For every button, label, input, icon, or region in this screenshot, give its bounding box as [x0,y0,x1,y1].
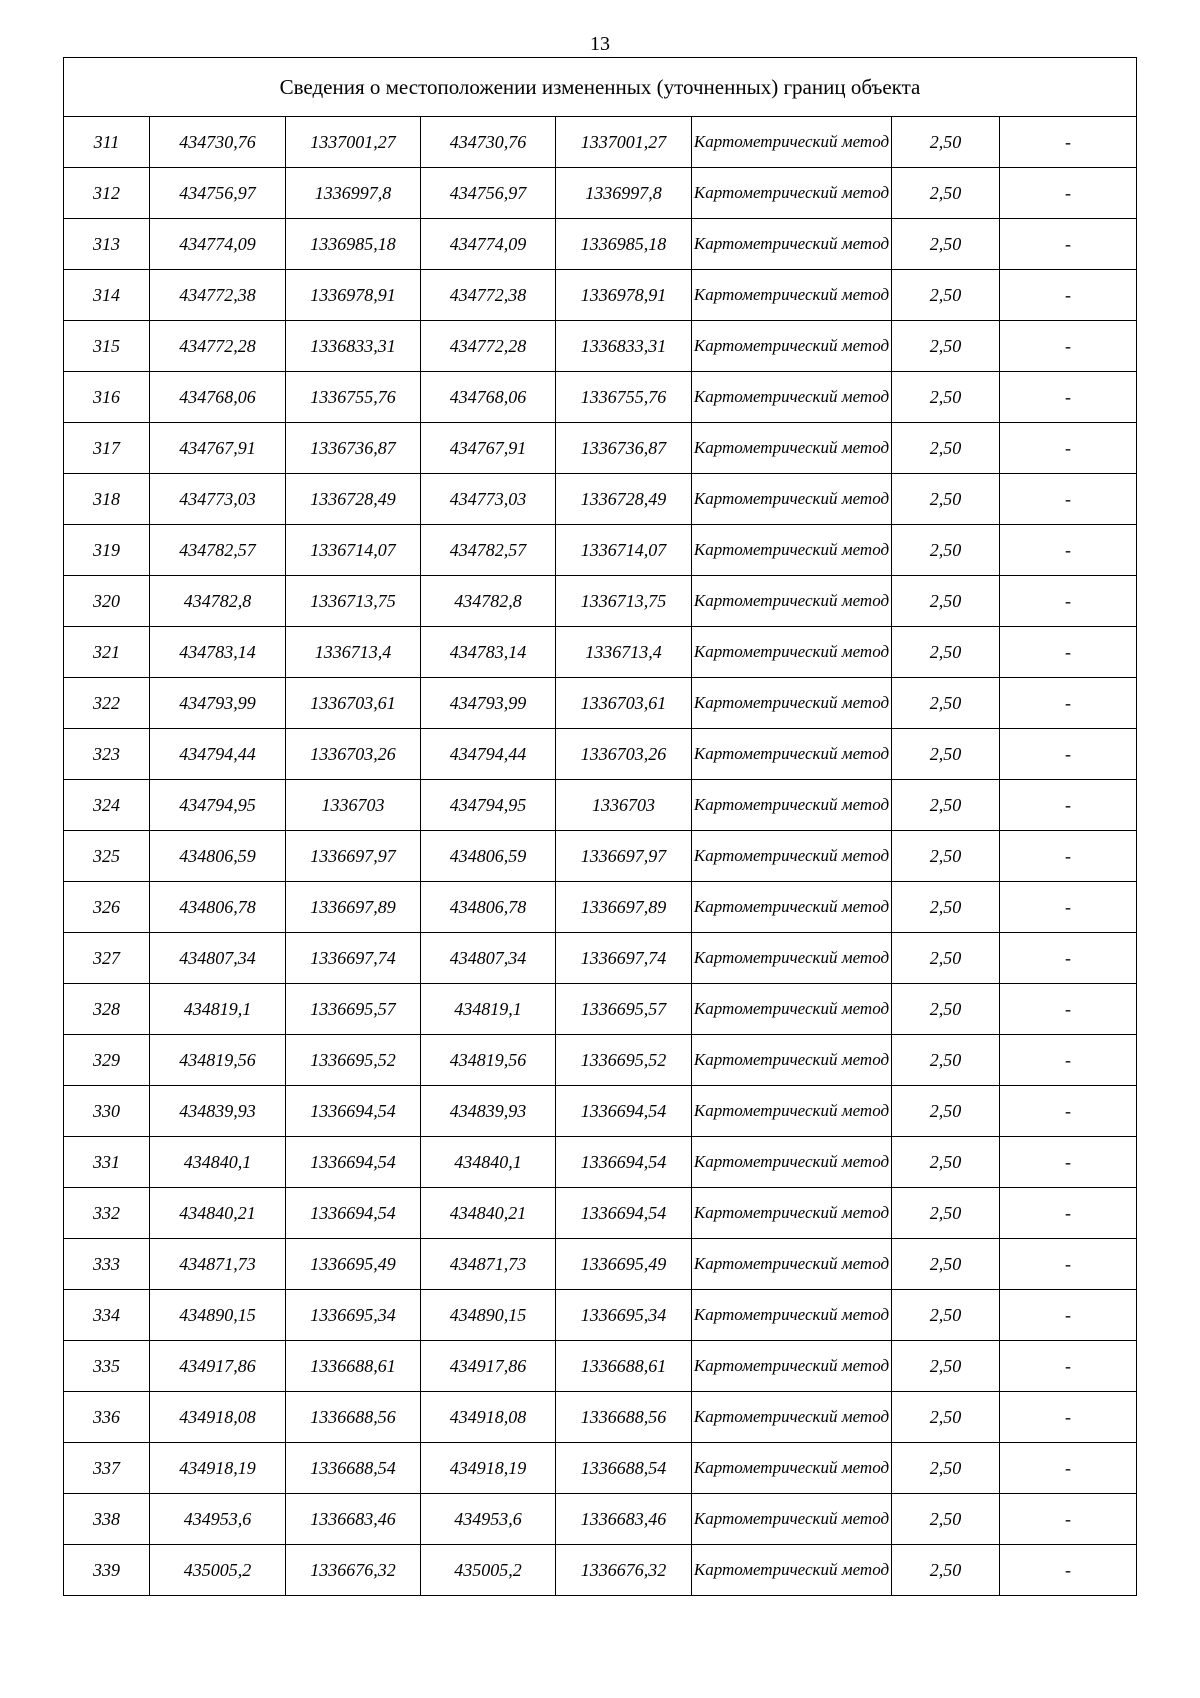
description-cell: - [1000,423,1137,474]
y-refined-cell: 1336697,89 [556,882,692,933]
point-number-cell: 338 [64,1494,150,1545]
y-existing-cell: 1336703,61 [286,678,421,729]
method-cell: Картометрический метод [692,321,892,372]
x-refined-cell: 434890,15 [421,1290,556,1341]
y-existing-cell: 1336703 [286,780,421,831]
accuracy-cell: 2,50 [892,627,1000,678]
point-number-cell: 321 [64,627,150,678]
point-number-cell: 334 [64,1290,150,1341]
y-refined-cell: 1336688,56 [556,1392,692,1443]
x-refined-cell: 434917,86 [421,1341,556,1392]
x-refined-cell: 434756,97 [421,168,556,219]
x-existing-cell: 434767,91 [150,423,286,474]
table-row [64,168,1137,219]
method-cell: Картометрический метод [692,423,892,474]
x-refined-cell: 434794,95 [421,780,556,831]
description-cell: - [1000,1545,1137,1596]
x-refined-cell: 434806,78 [421,882,556,933]
x-existing-cell: 435005,2 [150,1545,286,1596]
point-number-cell: 313 [64,219,150,270]
y-refined-cell: 1336713,75 [556,576,692,627]
table-row [64,576,1137,627]
y-refined-cell: 1336728,49 [556,474,692,525]
accuracy-cell: 2,50 [892,117,1000,168]
accuracy-cell: 2,50 [892,219,1000,270]
x-existing-cell: 434772,28 [150,321,286,372]
y-existing-cell: 1336713,4 [286,627,421,678]
accuracy-cell: 2,50 [892,372,1000,423]
y-refined-cell: 1336694,54 [556,1137,692,1188]
table-row [64,780,1137,831]
table-row [64,1239,1137,1290]
accuracy-cell: 2,50 [892,729,1000,780]
x-refined-cell: 434918,19 [421,1443,556,1494]
y-existing-cell: 1336697,74 [286,933,421,984]
description-cell: - [1000,678,1137,729]
accuracy-cell: 2,50 [892,1392,1000,1443]
table-title: Сведения о местоположении измененных (уточненных) границ объекта [64,58,1137,117]
table-row [64,219,1137,270]
y-existing-cell: 1336695,52 [286,1035,421,1086]
accuracy-cell: 2,50 [892,1443,1000,1494]
point-number-cell: 339 [64,1545,150,1596]
table-row [64,678,1137,729]
description-cell: - [1000,321,1137,372]
description-cell: - [1000,1392,1137,1443]
x-existing-cell: 434917,86 [150,1341,286,1392]
description-cell: - [1000,1086,1137,1137]
method-cell: Картометрический метод [692,882,892,933]
x-refined-cell: 434767,91 [421,423,556,474]
y-refined-cell: 1336833,31 [556,321,692,372]
accuracy-cell: 2,50 [892,984,1000,1035]
y-existing-cell: 1336703,26 [286,729,421,780]
method-cell: Картометрический метод [692,984,892,1035]
description-cell: - [1000,1290,1137,1341]
table-row [64,270,1137,321]
x-existing-cell: 434953,6 [150,1494,286,1545]
description-cell: - [1000,984,1137,1035]
method-cell: Картометрический метод [692,1137,892,1188]
x-refined-cell: 434774,09 [421,219,556,270]
point-number-cell: 329 [64,1035,150,1086]
description-cell: - [1000,831,1137,882]
x-existing-cell: 434794,95 [150,780,286,831]
y-existing-cell: 1336978,91 [286,270,421,321]
accuracy-cell: 2,50 [892,882,1000,933]
x-refined-cell: 434840,1 [421,1137,556,1188]
table-row [64,1188,1137,1239]
table-body [64,58,1137,1596]
description-cell: - [1000,576,1137,627]
point-number-cell: 319 [64,525,150,576]
y-existing-cell: 1336833,31 [286,321,421,372]
accuracy-cell: 2,50 [892,1035,1000,1086]
method-cell: Картометрический метод [692,1443,892,1494]
x-existing-cell: 434839,93 [150,1086,286,1137]
y-refined-cell: 1336688,61 [556,1341,692,1392]
method-cell: Картометрический метод [692,627,892,678]
method-cell: Картометрический метод [692,525,892,576]
x-existing-cell: 434806,78 [150,882,286,933]
x-existing-cell: 434774,09 [150,219,286,270]
accuracy-cell: 2,50 [892,423,1000,474]
description-cell: - [1000,1494,1137,1545]
method-cell: Картометрический метод [692,1035,892,1086]
y-existing-cell: 1336697,97 [286,831,421,882]
table-title-row [64,58,1137,117]
y-existing-cell: 1336736,87 [286,423,421,474]
table-row [64,423,1137,474]
x-existing-cell: 434730,76 [150,117,286,168]
table-row [64,882,1137,933]
method-cell: Картометрический метод [692,576,892,627]
y-refined-cell: 1336703,61 [556,678,692,729]
accuracy-cell: 2,50 [892,933,1000,984]
x-existing-cell: 434782,57 [150,525,286,576]
description-cell: - [1000,525,1137,576]
x-refined-cell: 434807,34 [421,933,556,984]
method-cell: Картометрический метод [692,1290,892,1341]
accuracy-cell: 2,50 [892,1086,1000,1137]
description-cell: - [1000,168,1137,219]
table-row [64,1545,1137,1596]
point-number-cell: 322 [64,678,150,729]
x-existing-cell: 434756,97 [150,168,286,219]
point-number-cell: 331 [64,1137,150,1188]
x-existing-cell: 434890,15 [150,1290,286,1341]
table-row [64,1035,1137,1086]
accuracy-cell: 2,50 [892,168,1000,219]
method-cell: Картометрический метод [692,678,892,729]
point-number-cell: 333 [64,1239,150,1290]
point-number-cell: 320 [64,576,150,627]
y-refined-cell: 1337001,27 [556,117,692,168]
page-number: 13 [590,33,610,55]
accuracy-cell: 2,50 [892,1188,1000,1239]
accuracy-cell: 2,50 [892,1137,1000,1188]
point-number-cell: 317 [64,423,150,474]
accuracy-cell: 2,50 [892,831,1000,882]
point-number-cell: 315 [64,321,150,372]
x-refined-cell: 434819,56 [421,1035,556,1086]
x-refined-cell: 434840,21 [421,1188,556,1239]
point-number-cell: 328 [64,984,150,1035]
table-row [64,1137,1137,1188]
method-cell: Картометрический метод [692,831,892,882]
description-cell: - [1000,780,1137,831]
method-cell: Картометрический метод [692,219,892,270]
point-number-cell: 314 [64,270,150,321]
point-number-cell: 332 [64,1188,150,1239]
y-refined-cell: 1336694,54 [556,1188,692,1239]
table-row [64,372,1137,423]
y-existing-cell: 1336695,34 [286,1290,421,1341]
y-existing-cell: 1336728,49 [286,474,421,525]
y-refined-cell: 1336985,18 [556,219,692,270]
y-existing-cell: 1336694,54 [286,1188,421,1239]
y-existing-cell: 1336688,61 [286,1341,421,1392]
x-refined-cell: 434793,99 [421,678,556,729]
description-cell: - [1000,882,1137,933]
description-cell: - [1000,729,1137,780]
boundary-table-container [63,57,1136,1596]
x-refined-cell: 434794,44 [421,729,556,780]
table-row [64,627,1137,678]
point-number-cell: 311 [64,117,150,168]
x-refined-cell: 434783,14 [421,627,556,678]
point-number-cell: 327 [64,933,150,984]
y-existing-cell: 1336697,89 [286,882,421,933]
x-refined-cell: 434953,6 [421,1494,556,1545]
method-cell: Картометрический метод [692,1188,892,1239]
method-cell: Картометрический метод [692,474,892,525]
accuracy-cell: 2,50 [892,1341,1000,1392]
description-cell: - [1000,219,1137,270]
point-number-cell: 326 [64,882,150,933]
y-existing-cell: 1336713,75 [286,576,421,627]
x-refined-cell: 434773,03 [421,474,556,525]
y-refined-cell: 1336703,26 [556,729,692,780]
y-refined-cell: 1336695,57 [556,984,692,1035]
y-refined-cell: 1336713,4 [556,627,692,678]
description-cell: - [1000,1239,1137,1290]
table-row [64,321,1137,372]
y-existing-cell: 1336755,76 [286,372,421,423]
accuracy-cell: 2,50 [892,576,1000,627]
accuracy-cell: 2,50 [892,1494,1000,1545]
y-existing-cell: 1337001,27 [286,117,421,168]
point-number-cell: 335 [64,1341,150,1392]
y-refined-cell: 1336695,34 [556,1290,692,1341]
y-existing-cell: 1336694,54 [286,1137,421,1188]
y-refined-cell: 1336736,87 [556,423,692,474]
point-number-cell: 318 [64,474,150,525]
y-refined-cell: 1336703 [556,780,692,831]
x-existing-cell: 434783,14 [150,627,286,678]
method-cell: Картометрический метод [692,372,892,423]
x-refined-cell: 434839,93 [421,1086,556,1137]
x-existing-cell: 434793,99 [150,678,286,729]
y-refined-cell: 1336997,8 [556,168,692,219]
y-refined-cell: 1336714,07 [556,525,692,576]
description-cell: - [1000,933,1137,984]
y-existing-cell: 1336676,32 [286,1545,421,1596]
y-refined-cell: 1336978,91 [556,270,692,321]
description-cell: - [1000,1137,1137,1188]
description-cell: - [1000,117,1137,168]
x-refined-cell: 434819,1 [421,984,556,1035]
y-refined-cell: 1336688,54 [556,1443,692,1494]
table-row [64,1290,1137,1341]
method-cell: Картометрический метод [692,1239,892,1290]
table-row [64,525,1137,576]
y-refined-cell: 1336697,74 [556,933,692,984]
description-cell: - [1000,474,1137,525]
x-refined-cell: 434768,06 [421,372,556,423]
table-row [64,1086,1137,1137]
x-refined-cell: 434772,28 [421,321,556,372]
x-existing-cell: 434819,56 [150,1035,286,1086]
point-number-cell: 324 [64,780,150,831]
table-row [64,117,1137,168]
method-cell: Картометрический метод [692,1545,892,1596]
x-refined-cell: 434871,73 [421,1239,556,1290]
x-refined-cell: 434918,08 [421,1392,556,1443]
y-refined-cell: 1336676,32 [556,1545,692,1596]
accuracy-cell: 2,50 [892,780,1000,831]
x-existing-cell: 434840,21 [150,1188,286,1239]
point-number-cell: 336 [64,1392,150,1443]
x-existing-cell: 434918,19 [150,1443,286,1494]
y-refined-cell: 1336755,76 [556,372,692,423]
table-row [64,933,1137,984]
table-row [64,1494,1137,1545]
y-existing-cell: 1336695,49 [286,1239,421,1290]
method-cell: Картометрический метод [692,117,892,168]
description-cell: - [1000,270,1137,321]
y-existing-cell: 1336695,57 [286,984,421,1035]
accuracy-cell: 2,50 [892,678,1000,729]
x-existing-cell: 434782,8 [150,576,286,627]
table-row [64,831,1137,882]
x-existing-cell: 434840,1 [150,1137,286,1188]
y-refined-cell: 1336694,54 [556,1086,692,1137]
y-refined-cell: 1336695,52 [556,1035,692,1086]
x-existing-cell: 434871,73 [150,1239,286,1290]
x-existing-cell: 434768,06 [150,372,286,423]
method-cell: Картометрический метод [692,729,892,780]
accuracy-cell: 2,50 [892,321,1000,372]
y-existing-cell: 1336694,54 [286,1086,421,1137]
y-refined-cell: 1336695,49 [556,1239,692,1290]
y-existing-cell: 1336985,18 [286,219,421,270]
point-number-cell: 312 [64,168,150,219]
x-existing-cell: 434794,44 [150,729,286,780]
description-cell: - [1000,1443,1137,1494]
accuracy-cell: 2,50 [892,525,1000,576]
table-row [64,984,1137,1035]
table-row [64,474,1137,525]
method-cell: Картометрический метод [692,933,892,984]
x-refined-cell: 434806,59 [421,831,556,882]
table-row [64,1443,1137,1494]
point-number-cell: 323 [64,729,150,780]
x-existing-cell: 434819,1 [150,984,286,1035]
description-cell: - [1000,627,1137,678]
table-row [64,1392,1137,1443]
y-refined-cell: 1336697,97 [556,831,692,882]
point-number-cell: 325 [64,831,150,882]
x-existing-cell: 434806,59 [150,831,286,882]
point-number-cell: 316 [64,372,150,423]
accuracy-cell: 2,50 [892,1290,1000,1341]
point-number-cell: 337 [64,1443,150,1494]
x-refined-cell: 434730,76 [421,117,556,168]
accuracy-cell: 2,50 [892,1239,1000,1290]
x-refined-cell: 435005,2 [421,1545,556,1596]
method-cell: Картометрический метод [692,1494,892,1545]
accuracy-cell: 2,50 [892,474,1000,525]
x-existing-cell: 434773,03 [150,474,286,525]
x-refined-cell: 434782,8 [421,576,556,627]
method-cell: Картометрический метод [692,270,892,321]
x-existing-cell: 434918,08 [150,1392,286,1443]
method-cell: Картометрический метод [692,1341,892,1392]
accuracy-cell: 2,50 [892,1545,1000,1596]
method-cell: Картометрический метод [692,1086,892,1137]
y-existing-cell: 1336683,46 [286,1494,421,1545]
description-cell: - [1000,1188,1137,1239]
y-existing-cell: 1336714,07 [286,525,421,576]
x-existing-cell: 434807,34 [150,933,286,984]
table-row [64,729,1137,780]
y-existing-cell: 1336688,56 [286,1392,421,1443]
x-refined-cell: 434782,57 [421,525,556,576]
description-cell: - [1000,1035,1137,1086]
y-existing-cell: 1336997,8 [286,168,421,219]
x-refined-cell: 434772,38 [421,270,556,321]
description-cell: - [1000,372,1137,423]
table-row [64,1341,1137,1392]
method-cell: Картометрический метод [692,780,892,831]
accuracy-cell: 2,50 [892,270,1000,321]
y-existing-cell: 1336688,54 [286,1443,421,1494]
boundary-coordinates-table [63,57,1137,1596]
method-cell: Картометрический метод [692,1392,892,1443]
x-existing-cell: 434772,38 [150,270,286,321]
method-cell: Картометрический метод [692,168,892,219]
description-cell: - [1000,1341,1137,1392]
y-refined-cell: 1336683,46 [556,1494,692,1545]
point-number-cell: 330 [64,1086,150,1137]
